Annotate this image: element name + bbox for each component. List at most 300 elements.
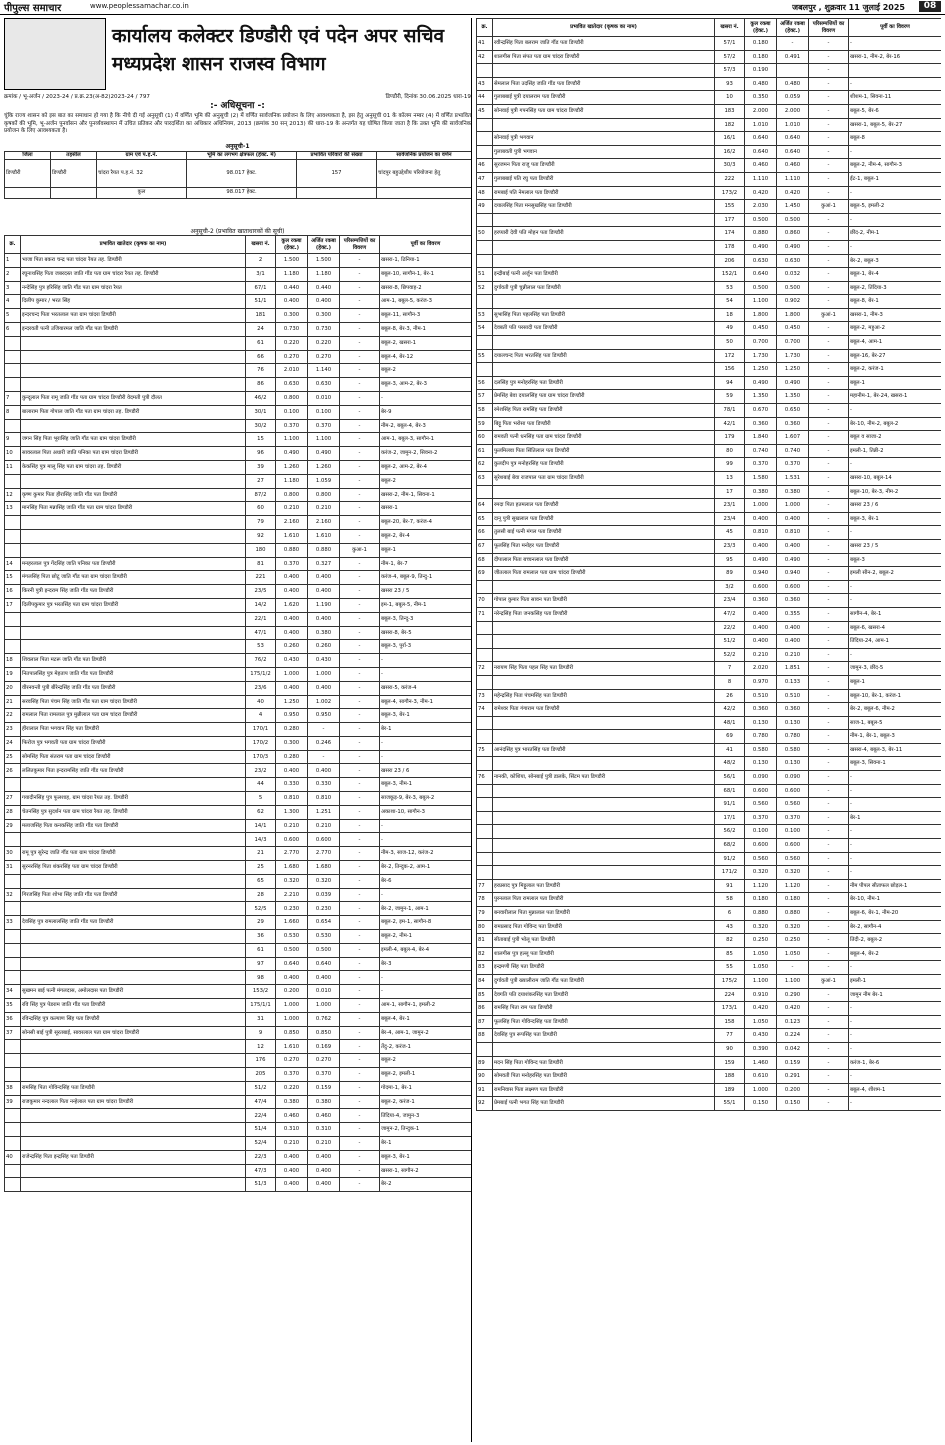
- table-cell: वीरनवन्ती पुत्री बीरेन्द्रसिंह जाति गौंड पता डिण्डौरी: [21, 681, 246, 695]
- table-cell: 1.251: [308, 805, 340, 819]
- table-cell: आनंदसिंह पुत्र भारतसिंह पता डिण्डौरी: [493, 743, 715, 757]
- table-cell: -: [380, 667, 472, 681]
- table-cell: 6: [5, 322, 21, 336]
- table-cell: 0.270: [308, 1054, 340, 1068]
- table-cell: 1.000: [276, 667, 308, 681]
- table-cell: -: [340, 847, 380, 861]
- table-cell: 0.010: [308, 985, 340, 999]
- table-cell: 0.180: [777, 893, 809, 907]
- table-cell: -: [809, 621, 849, 635]
- table-cell: 17: [715, 485, 745, 499]
- table-cell: 0.400: [308, 764, 340, 778]
- table-row: [477, 499, 942, 513]
- table-cell: 0.940: [777, 567, 809, 581]
- table-cell: [477, 757, 493, 771]
- table-cell: 0.246: [308, 736, 340, 750]
- table-cell: ललितकुमार पिता इन्दरामसिंह जाति गौंड पता डिण्डौरी: [21, 764, 246, 778]
- table-cell: 0.400: [745, 635, 777, 649]
- table-cell: -: [340, 1123, 380, 1137]
- table-cell: [493, 798, 715, 812]
- column-header: खसरा नं.: [246, 236, 276, 254]
- table-cell: 206: [715, 254, 745, 268]
- table-cell: 0.370: [276, 557, 308, 571]
- table-cell: 57/1: [715, 37, 745, 51]
- table-cell: देवसिंह पुत्र रामलालसिंह जाति गौंड पता डिण्डौरी: [21, 916, 246, 930]
- table-cell: बबूल-3, पुर्रा-3: [380, 640, 472, 654]
- table-cell: देवबती पति परसादी पता डिण्डौरी: [493, 322, 715, 336]
- table-cell: 75: [477, 743, 493, 757]
- table-cell: 57/3: [715, 64, 745, 78]
- table-row: [5, 1178, 472, 1192]
- table-cell: 78: [477, 893, 493, 907]
- table-cell: नरेन्द्रसिंह पिता जनकसिंह पता डिण्डौरी: [493, 607, 715, 621]
- table-cell: [5, 1040, 21, 1054]
- table-cell: 170/1: [246, 723, 276, 737]
- table-cell: 90: [477, 1070, 493, 1084]
- table-cell: [493, 580, 715, 594]
- table-cell: 86: [477, 1002, 493, 1016]
- table-row: [5, 916, 472, 930]
- table-cell: 51/1: [246, 295, 276, 309]
- table-cell: -: [340, 943, 380, 957]
- table-cell: कुआं-1: [809, 974, 849, 988]
- table-cell: -: [340, 585, 380, 599]
- table-cell: 205: [246, 1068, 276, 1082]
- table-cell: 25: [246, 861, 276, 875]
- table-cell: 61: [477, 444, 493, 458]
- table-cell: 76/2: [246, 654, 276, 668]
- table-cell: 0.133: [777, 675, 809, 689]
- table-cell: 19: [5, 667, 21, 681]
- table-cell: 63: [477, 472, 493, 486]
- table-cell: बबूल-2, नीम-1: [380, 930, 472, 944]
- table-cell: -: [849, 526, 942, 540]
- table-row: [5, 502, 472, 516]
- table-cell: 90: [715, 1042, 745, 1056]
- table-cell: 0.400: [276, 971, 308, 985]
- table-cell: बनवारीलाल पिता मुन्नालाल पता डिण्डौरी: [493, 907, 715, 921]
- table-cell: 0.039: [308, 888, 340, 902]
- table-cell: 54: [715, 295, 745, 309]
- table-row: [477, 839, 942, 853]
- table-row: [5, 419, 472, 433]
- table-cell: सुखमन बाई पत्नी मंगलदास, अमोलदास पता डिण्डौरी: [21, 985, 246, 999]
- table-cell: 0.950: [308, 709, 340, 723]
- table-cell: -: [809, 50, 849, 64]
- table-cell: बेर-2, बबूल-3: [849, 254, 942, 268]
- table-cell: 0.230: [276, 902, 308, 916]
- table-row: [5, 309, 472, 323]
- table-cell: 35: [5, 999, 21, 1013]
- table-cell: -: [809, 444, 849, 458]
- table-cell: [493, 1042, 715, 1056]
- table-cell: [21, 336, 246, 350]
- table-cell: -: [809, 580, 849, 594]
- table-row: [5, 819, 472, 833]
- table-cell: 0.400: [276, 1164, 308, 1178]
- table-cell: -: [849, 825, 942, 839]
- reference-number: क्रमांक / भू-अर्जन / 2023-24 / प्र.क्र.23(अ-82)2023-24 / 797: [4, 94, 150, 100]
- table-cell: 0.650: [777, 404, 809, 418]
- table-cell: दीपालाल पिता बच्चनलाल पता डिण्डौरी: [493, 553, 715, 567]
- table-row: [477, 893, 942, 907]
- table-row: [477, 172, 942, 186]
- table-cell: 7: [5, 391, 21, 405]
- table-row: [5, 805, 472, 819]
- table-cell: दुर्गावती पुत्री ख्यालीराम जाति गौंड पता डिण्डौरी: [493, 974, 715, 988]
- table-cell: [21, 640, 246, 654]
- table-cell: [477, 64, 493, 78]
- table-cell: -: [809, 934, 849, 948]
- table-cell: -: [809, 839, 849, 853]
- table-cell: 0.490: [745, 376, 777, 390]
- table-cell: -: [809, 879, 849, 893]
- table-cell: आम-1, सागौन-1, इमली-2: [380, 999, 472, 1013]
- table-cell: -: [340, 322, 380, 336]
- table-cell: 1.000: [745, 1083, 777, 1097]
- table-cell: -: [809, 907, 849, 921]
- table-cell: 0.290: [777, 988, 809, 1002]
- table-cell: 68/1: [715, 784, 745, 798]
- table-cell: -: [809, 132, 849, 146]
- table-cell: 0.500: [308, 943, 340, 957]
- table-cell: खसरा-1, नीम-2, बेर-16: [849, 50, 942, 64]
- summary-header-cell: सार्वजनिक प्रयोजन का वर्णन: [377, 152, 472, 160]
- table-cell: 1.620: [276, 598, 308, 612]
- table-cell: -: [340, 447, 380, 461]
- table-cell: 0.400: [276, 626, 308, 640]
- table-cell: 17/1: [715, 811, 745, 825]
- table-cell: दलसिंह पुत्र मनोहरसिंह पता डिण्डौरी: [493, 376, 715, 390]
- table-cell: 1.350: [777, 390, 809, 404]
- table-cell: -: [849, 852, 942, 866]
- table-cell: 84: [477, 974, 493, 988]
- table-cell: 0.630: [745, 254, 777, 268]
- table-cell: इन्दरवती पत्नी उजियारमल जाति गौंड पता डिण्डौरी: [21, 322, 246, 336]
- table-row: [477, 635, 942, 649]
- table-cell: 159: [715, 1056, 745, 1070]
- table-cell: 1.250: [276, 695, 308, 709]
- table-cell: 23: [5, 723, 21, 737]
- table-cell: -: [340, 723, 380, 737]
- table-cell: -: [809, 213, 849, 227]
- table-cell: 1.050: [745, 961, 777, 975]
- table-row: [477, 50, 942, 64]
- table-row: [477, 268, 942, 282]
- table-cell: 2.000: [777, 104, 809, 118]
- table-cell: 56/2: [715, 825, 745, 839]
- table-cell: अकाशा-10, सागौन-3: [380, 805, 472, 819]
- table-cell: 1.580: [745, 472, 777, 486]
- table-cell: आम-1, बबूल-3, सागौन-1: [380, 433, 472, 447]
- table-row: [477, 336, 942, 350]
- table-cell: 0.400: [308, 612, 340, 626]
- table-cell: 42/2: [715, 703, 745, 717]
- table-cell: -: [809, 512, 849, 526]
- table-cell: 79: [477, 907, 493, 921]
- table-cell: 0.850: [308, 1026, 340, 1040]
- table-cell: -: [340, 736, 380, 750]
- table-cell: 0.490: [777, 553, 809, 567]
- table-row: [477, 567, 942, 581]
- table-cell: 0.490: [777, 240, 809, 254]
- table-cell: 1.050: [745, 1015, 777, 1029]
- table-header: [477, 19, 942, 37]
- table-cell: [477, 716, 493, 730]
- table-cell: बबूल-2, तिंदिया-3: [849, 281, 942, 295]
- table-cell: -: [777, 961, 809, 975]
- table-cell: 0.380: [745, 485, 777, 499]
- table-cell: 92: [477, 1097, 493, 1111]
- table-cell: -: [809, 254, 849, 268]
- table-cell: 0.291: [777, 1070, 809, 1084]
- table-cell: [493, 675, 715, 689]
- table-cell: 0.500: [276, 943, 308, 957]
- table-cell: -: [809, 893, 849, 907]
- table-cell: 5: [5, 309, 21, 323]
- table-cell: 0.600: [308, 833, 340, 847]
- table-cell: -: [340, 1178, 380, 1192]
- table-cell: बबूल-2, इमली-1: [380, 1068, 472, 1082]
- table-cell: 1.180: [276, 267, 308, 281]
- table-cell: [21, 930, 246, 944]
- table-cell: 0.200: [276, 985, 308, 999]
- table-cell: [477, 730, 493, 744]
- table-row: [5, 1081, 472, 1095]
- table-cell: 76: [246, 364, 276, 378]
- table-cell: 36: [246, 930, 276, 944]
- table-cell: 13: [5, 502, 21, 516]
- table-cell: 0.260: [276, 640, 308, 654]
- column-header: पूर्वी का विवरण: [380, 236, 472, 254]
- table-row: [477, 825, 942, 839]
- table-cell: महेन्द्रसिंह पिता पंचमसिंह पता डिण्डौरी: [493, 689, 715, 703]
- table-cell: -: [340, 488, 380, 502]
- table-cell: -: [340, 1095, 380, 1109]
- table-cell: 51/2: [246, 1081, 276, 1095]
- table-cell: 36: [5, 1012, 21, 1026]
- table-cell: 0.130: [745, 716, 777, 730]
- table-cell: [493, 839, 715, 853]
- table-cell: 0.970: [745, 675, 777, 689]
- table-cell: सोमसिंह पिता संतराम पता ग्राम चांदरा डिण्डौरी: [21, 750, 246, 764]
- table-cell: 0.380: [276, 1095, 308, 1109]
- table-cell: [493, 635, 715, 649]
- table-cell: बेर-2, तिन्दुक-2, आम-1: [380, 861, 472, 875]
- table-row: [477, 716, 942, 730]
- table-cell: 79: [246, 516, 276, 530]
- table-cell: [477, 1042, 493, 1056]
- table-cell: -: [849, 771, 942, 785]
- table-cell: सुरेशबाई बेवा राजपाल पता ग्राम चांदरा डिण्डौरी: [493, 472, 715, 486]
- table-cell: बबूल-2, बेर-4: [380, 529, 472, 543]
- table-cell: -: [340, 667, 380, 681]
- table-cell: 14/3: [246, 833, 276, 847]
- table-cell: 0.600: [745, 580, 777, 594]
- schedule-1-title: अनुसूची-1: [225, 143, 250, 150]
- table-cell: 170/3: [246, 750, 276, 764]
- table-cell: 32: [5, 888, 21, 902]
- table-cell: -: [380, 819, 472, 833]
- table-cell: -: [340, 612, 380, 626]
- table-cell: 89: [477, 1056, 493, 1070]
- table-cell: खसरा-1, नीम-3: [849, 308, 942, 322]
- table-cell: 0.500: [745, 281, 777, 295]
- table-cell: बबूल-2, नीम-4, सागौन-3: [849, 159, 942, 173]
- table-cell: -: [849, 594, 942, 608]
- table-cell: बबूल-2, करंज-1: [849, 363, 942, 377]
- table-cell: 1.050: [745, 947, 777, 961]
- table-row: [5, 529, 472, 543]
- table-cell: 28: [246, 888, 276, 902]
- newspaper-logo: पीपुल्स समाचार: [4, 3, 62, 14]
- table-cell: [5, 1054, 21, 1068]
- table-cell: -: [809, 852, 849, 866]
- table-cell: किरनी पुत्री इन्दराम सिंह जाति गौंड पता डिण्डौरी: [21, 585, 246, 599]
- table-cell: 0.700: [745, 336, 777, 350]
- table-cell: 1.100: [745, 974, 777, 988]
- table-cell: बबूल-10, बेर-1, करंज-1: [849, 689, 942, 703]
- table-cell: -: [340, 336, 380, 350]
- table-cell: 0.600: [745, 839, 777, 853]
- table-cell: [493, 213, 715, 227]
- summary-header-cell: ग्राम एवं प.ह.नं.: [97, 152, 187, 160]
- table-cell: नीम-3, साज-12, करंज-2: [380, 847, 472, 861]
- table-cell: 2.770: [308, 847, 340, 861]
- table-cell: 10: [5, 447, 21, 461]
- table-cell: 1.100: [276, 433, 308, 447]
- table-cell: 86: [246, 378, 276, 392]
- table-cell: 16: [5, 585, 21, 599]
- table-cell: दयालचन्द पिता भरतसिंह पता डिण्डौरी: [493, 349, 715, 363]
- table-cell: 50: [715, 336, 745, 350]
- table-cell: 44: [246, 778, 276, 792]
- table-cell: 0.400: [276, 764, 308, 778]
- table-cell: खसरा 23 / 6: [849, 499, 942, 513]
- table-row: [5, 405, 472, 419]
- table-cell: 0.350: [745, 91, 777, 105]
- table-cell: -: [340, 529, 380, 543]
- table-cell: 2.160: [276, 516, 308, 530]
- table-cell: 0.600: [777, 839, 809, 853]
- table-row: [477, 118, 942, 132]
- table-row: [5, 888, 472, 902]
- table-cell: [493, 730, 715, 744]
- table-cell: 0.210: [276, 819, 308, 833]
- table-cell: 0.810: [777, 526, 809, 540]
- table-cell: -: [809, 268, 849, 282]
- table-cell: 59: [715, 390, 745, 404]
- table-cell: 45: [715, 526, 745, 540]
- table-cell: 0.300: [276, 309, 308, 323]
- table-cell: 2.010: [276, 364, 308, 378]
- table-cell: 0.420: [745, 186, 777, 200]
- table-cell: रविन्द्रसिंह पुत्र कल्याण सिंह पता डिण्डौरी: [21, 1012, 246, 1026]
- table-cell: 40: [246, 695, 276, 709]
- table-cell: बबूल-4, शीशम-1: [849, 1083, 942, 1097]
- table-cell: 23/6: [246, 681, 276, 695]
- table-cell: -: [809, 499, 849, 513]
- table-cell: -: [849, 404, 942, 418]
- table-cell: हरप्रसाद पुत्र मिट्टूलाल पता डिण्डौरी: [493, 879, 715, 893]
- table-row: [5, 598, 472, 612]
- table-cell: बबूल-4, बेर-12: [380, 350, 472, 364]
- table-row: [5, 957, 472, 971]
- table-cell: 1.180: [276, 474, 308, 488]
- table-cell: -: [849, 240, 942, 254]
- table-row: [477, 607, 942, 621]
- table-cell: 60: [246, 502, 276, 516]
- table-cell: 23/1: [715, 499, 745, 513]
- table-cell: 27: [5, 792, 21, 806]
- table-cell: -: [340, 999, 380, 1013]
- table-cell: बबूल-11, सागौन-3: [380, 309, 472, 323]
- table-cell: -: [340, 419, 380, 433]
- table-cell: 27: [246, 474, 276, 488]
- table-cell: रवि सिंह पुत्र पेडराम जाति गौंड पता डिण्डौरी: [21, 999, 246, 1013]
- table-cell: -: [849, 1015, 942, 1029]
- table-cell: 68: [477, 553, 493, 567]
- table-cell: [5, 350, 21, 364]
- table-cell: [21, 626, 246, 640]
- table-cell: इम-1, बबूल-5, नीम-1: [380, 598, 472, 612]
- table-cell: -: [340, 254, 380, 268]
- table-cell: 1.450: [777, 200, 809, 214]
- table-cell: 0.510: [777, 689, 809, 703]
- table-cell: [21, 943, 246, 957]
- table-cell: 88: [477, 1029, 493, 1043]
- table-cell: 0.032: [777, 268, 809, 282]
- table-cell: 51/3: [246, 1178, 276, 1192]
- website-url[interactable]: www.peoplessamachar.co.in: [90, 2, 189, 10]
- table-cell: 0.400: [745, 607, 777, 621]
- table-row: [5, 612, 472, 626]
- table-cell: सुभासिंह पिता पहलसिंह पता डिण्डौरी: [493, 308, 715, 322]
- table-cell: -: [809, 526, 849, 540]
- table-cell: [5, 957, 21, 971]
- table-cell: बबूल-2: [380, 474, 472, 488]
- table-cell: 0.042: [777, 1042, 809, 1056]
- table-cell: बबूल-3, नीम-1: [380, 778, 472, 792]
- table-cell: [5, 626, 21, 640]
- table-cell: 0.300: [276, 736, 308, 750]
- table-cell: [477, 485, 493, 499]
- table-cell: खसरा-1, ठिनिया-1: [380, 254, 472, 268]
- table-cell: 23/3: [715, 539, 745, 553]
- table-cell: 93: [715, 77, 745, 91]
- table-cell: 0.600: [745, 784, 777, 798]
- table-cell: 56: [477, 376, 493, 390]
- table-cell: -: [809, 811, 849, 825]
- table-cell: 0.210: [276, 1137, 308, 1151]
- table-cell: -: [849, 839, 942, 853]
- table-cell: [21, 350, 246, 364]
- table-cell: 175/2: [715, 974, 745, 988]
- table-cell: 22/1: [246, 612, 276, 626]
- table-cell: -: [340, 764, 380, 778]
- table-cell: 43: [477, 77, 493, 91]
- table-cell: 0.180: [745, 37, 777, 51]
- table-cell: -: [809, 336, 849, 350]
- table-cell: 0.100: [745, 825, 777, 839]
- table-cell: -: [849, 213, 942, 227]
- table-cell: 3: [5, 281, 21, 295]
- table-cell: 0.370: [745, 811, 777, 825]
- table-cell: 1: [5, 254, 21, 268]
- table-cell: 0.210: [308, 1137, 340, 1151]
- table-cell: 18: [715, 308, 745, 322]
- table-cell: बबूल-4, सागौन-3, नीम-1: [380, 695, 472, 709]
